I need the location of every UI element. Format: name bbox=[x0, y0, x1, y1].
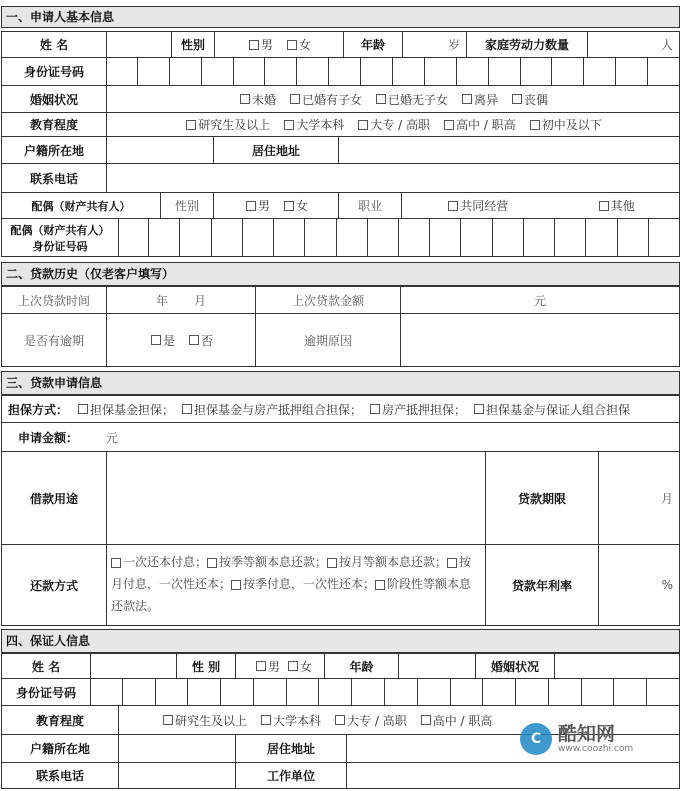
amount-unit: 元 bbox=[106, 430, 119, 445]
id-digit-box[interactable] bbox=[523, 218, 555, 257]
checkbox-repay-2[interactable] bbox=[327, 558, 337, 568]
g-education-label: 教育程度 bbox=[1, 705, 119, 735]
male-label: 男 bbox=[257, 199, 270, 213]
guarantee-option: 担保基金与保证人组合担保 bbox=[486, 402, 631, 417]
edu-option: 大专 / 高职 bbox=[370, 118, 430, 132]
education-label: 教育程度 bbox=[1, 112, 107, 137]
checkbox-marital-2[interactable] bbox=[376, 94, 386, 104]
marital-option: 离异 bbox=[474, 92, 499, 107]
id-digit-box[interactable] bbox=[392, 57, 425, 86]
guarantee-row bbox=[1, 395, 680, 423]
id-digit-box[interactable] bbox=[233, 57, 266, 86]
id-digit-box[interactable] bbox=[615, 57, 648, 86]
name-field[interactable] bbox=[106, 31, 172, 58]
yuan-unit: 元 bbox=[533, 293, 546, 308]
id-digit-box[interactable] bbox=[488, 57, 521, 86]
id-digit-box[interactable] bbox=[367, 218, 399, 257]
id-digit-box[interactable] bbox=[429, 218, 461, 257]
checkbox-male[interactable] bbox=[249, 40, 259, 50]
g-id-label: 身份证号码 bbox=[1, 678, 91, 706]
edu-option: 大专 / 高职 bbox=[347, 713, 407, 728]
id-digit-box[interactable] bbox=[585, 218, 617, 257]
term-unit: 月 bbox=[660, 491, 673, 506]
section-header-applicant: 一、申请人基本信息 bbox=[1, 6, 680, 28]
watermark-name: 酷知网 bbox=[558, 722, 616, 745]
age-label: 年龄 bbox=[343, 31, 403, 58]
id-digit-box[interactable] bbox=[328, 57, 361, 86]
id-digit-box[interactable] bbox=[515, 678, 549, 706]
id-digit-box[interactable] bbox=[548, 678, 582, 706]
rate-unit: % bbox=[661, 578, 673, 592]
id-digit-box[interactable] bbox=[647, 57, 680, 86]
last-loan-time-label: 上次贷款时间 bbox=[1, 286, 107, 314]
labor-field[interactable] bbox=[587, 31, 680, 58]
id-digit-box[interactable] bbox=[211, 218, 243, 257]
guarantee-option: 房产抵押担保； bbox=[382, 402, 467, 417]
section-header-loan: 三、贷款申请信息 bbox=[1, 371, 680, 395]
age-field[interactable] bbox=[402, 31, 467, 58]
checkbox-repay-5[interactable] bbox=[375, 580, 385, 590]
g-age-field[interactable] bbox=[398, 653, 476, 679]
g-phone-field[interactable] bbox=[118, 762, 236, 789]
checkbox-repay-0[interactable] bbox=[111, 558, 121, 568]
repay-option: 按季等额本息还款； bbox=[219, 555, 328, 569]
id-digit-box[interactable] bbox=[148, 218, 180, 257]
id-digit-box[interactable] bbox=[304, 218, 336, 257]
checkbox-guarantee-3[interactable] bbox=[474, 404, 484, 414]
edu-option: 高中 / 职高 bbox=[432, 713, 493, 728]
id-label: 身份证号码 bbox=[1, 57, 107, 86]
overdue-reason-label: 逾期原因 bbox=[255, 313, 401, 367]
id-digit-box[interactable] bbox=[360, 57, 393, 86]
spouse-label: 配偶（财产共有人） bbox=[1, 192, 161, 219]
id-digit-box[interactable] bbox=[417, 678, 451, 706]
marital-option: 丧偶 bbox=[524, 92, 549, 107]
checkbox-g-edu-3[interactable] bbox=[421, 715, 431, 725]
watermark-url: www.coozhi.com bbox=[558, 743, 634, 754]
checkbox-marital-0[interactable] bbox=[240, 94, 250, 104]
id-digit-box[interactable] bbox=[583, 57, 616, 86]
g-id-number-boxes[interactable] bbox=[90, 678, 680, 706]
spouse-id-label bbox=[1, 218, 119, 257]
checkbox-repay-1[interactable] bbox=[207, 558, 217, 568]
guarantee-label: 担保方式： bbox=[8, 402, 69, 417]
g-gender-label: 性 别 bbox=[176, 653, 236, 679]
purpose-label: 借款用途 bbox=[1, 451, 107, 545]
spouse-job-options bbox=[401, 192, 680, 219]
g-residence-label: 居住地址 bbox=[235, 734, 347, 763]
rate-label: 贷款年利率 bbox=[485, 544, 599, 626]
name-label: 姓 名 bbox=[1, 31, 107, 58]
repay-option: 按月等额本息还款； bbox=[339, 555, 448, 569]
male-label: 男 bbox=[267, 659, 280, 674]
id-digit-box[interactable] bbox=[118, 218, 149, 257]
checkbox-guarantee-1[interactable] bbox=[182, 404, 192, 414]
g-marital-field[interactable] bbox=[554, 653, 680, 679]
g-hukou-field[interactable] bbox=[118, 734, 236, 763]
checkbox-g-edu-1[interactable] bbox=[261, 715, 271, 725]
id-digit-box[interactable] bbox=[554, 218, 586, 257]
id-digit-box[interactable] bbox=[617, 218, 649, 257]
hukou-field[interactable] bbox=[106, 136, 214, 164]
hukou-label: 户籍所在地 bbox=[1, 136, 107, 164]
checkbox-job-1[interactable] bbox=[599, 201, 609, 211]
checkbox-overdue-yes[interactable] bbox=[151, 335, 161, 345]
marital-options bbox=[106, 85, 680, 113]
g-age-label: 年龄 bbox=[324, 653, 399, 679]
checkbox-edu-3[interactable] bbox=[444, 120, 454, 130]
id-digit-box[interactable] bbox=[122, 678, 156, 706]
checkbox-g-male[interactable] bbox=[256, 661, 266, 671]
id-digit-box[interactable] bbox=[460, 218, 492, 257]
id-digit-box[interactable] bbox=[137, 57, 170, 86]
purpose-field[interactable] bbox=[106, 451, 486, 545]
spouse-id-number-boxes[interactable] bbox=[118, 218, 680, 257]
last-loan-amount-label: 上次贷款金额 bbox=[255, 286, 401, 314]
labor-unit: 人 bbox=[660, 38, 673, 52]
female-label: 女 bbox=[300, 659, 313, 674]
amount-row[interactable] bbox=[1, 422, 680, 452]
section-header-history: 二、贷款历史（仅老客户填写） bbox=[1, 262, 680, 286]
g-hukou-label: 户籍所在地 bbox=[1, 734, 119, 763]
checkbox-edu-1[interactable] bbox=[284, 120, 294, 130]
month-unit: 月 bbox=[194, 293, 207, 308]
id-digit-box[interactable] bbox=[90, 678, 123, 706]
checkbox-marital-4[interactable] bbox=[512, 94, 522, 104]
section-header-guarantor: 四、保证人信息 bbox=[1, 629, 680, 653]
id-digit-box[interactable] bbox=[551, 57, 584, 86]
residence-label: 居住地址 bbox=[213, 136, 339, 164]
id-digit-box[interactable] bbox=[296, 57, 329, 86]
edu-option: 大学本科 bbox=[273, 713, 322, 728]
checkbox-g-edu-2[interactable] bbox=[335, 715, 345, 725]
edu-option: 大学本科 bbox=[296, 118, 345, 132]
checkbox-g-female[interactable] bbox=[288, 661, 298, 671]
female-label: 女 bbox=[299, 38, 312, 52]
job-option: 其他 bbox=[610, 199, 635, 213]
g-phone-label: 联系电话 bbox=[1, 762, 119, 789]
rate-field[interactable] bbox=[598, 544, 680, 626]
watermark bbox=[520, 718, 680, 760]
id-digit-box[interactable] bbox=[613, 678, 647, 706]
id-digit-box[interactable] bbox=[201, 57, 234, 86]
id-digit-box[interactable] bbox=[384, 678, 418, 706]
checkbox-marital-1[interactable] bbox=[290, 94, 300, 104]
id-digit-box[interactable] bbox=[351, 678, 385, 706]
checkbox-edu-2[interactable] bbox=[358, 120, 368, 130]
checkbox-edu-4[interactable] bbox=[530, 120, 540, 130]
checkbox-repay-3[interactable] bbox=[447, 558, 457, 568]
edu-option: 研究生及以上 bbox=[198, 118, 271, 132]
id-digit-box[interactable] bbox=[492, 218, 524, 257]
checkbox-repay-4[interactable] bbox=[231, 580, 241, 590]
id-number-boxes[interactable] bbox=[106, 57, 680, 86]
last-loan-amount-field[interactable] bbox=[400, 286, 680, 314]
g-gender-options bbox=[235, 653, 325, 679]
repay-option: 阶段性等额本息还款法。 bbox=[111, 577, 472, 613]
checkbox-guarantee-0[interactable] bbox=[78, 404, 88, 414]
term-field[interactable] bbox=[598, 451, 680, 545]
term-label: 贷款期限 bbox=[485, 451, 599, 545]
checkbox-spouse-female[interactable] bbox=[284, 201, 294, 211]
marital-label: 婚姻状况 bbox=[1, 85, 107, 113]
checkbox-spouse-male[interactable] bbox=[246, 201, 256, 211]
repay-option: 一次还本付息； bbox=[123, 555, 208, 569]
id-digit-box[interactable] bbox=[648, 218, 680, 257]
id-digit-box[interactable] bbox=[264, 57, 297, 86]
overdue-reason-field[interactable] bbox=[400, 313, 680, 367]
id-digit-box[interactable] bbox=[520, 57, 553, 86]
repay-option: 按月付息，一次性还本； bbox=[111, 555, 472, 591]
checkbox-job-0[interactable] bbox=[448, 201, 458, 211]
overdue-options bbox=[106, 313, 256, 367]
id-digit-box[interactable] bbox=[482, 678, 516, 706]
gender-label: 性别 bbox=[171, 31, 215, 58]
repay-option: 按季付息，一次性还本； bbox=[243, 577, 376, 591]
male-label: 男 bbox=[260, 38, 273, 52]
spouse-gender-label: 性别 bbox=[160, 192, 214, 219]
phone-field[interactable] bbox=[106, 163, 680, 193]
g-name-field[interactable] bbox=[90, 653, 177, 679]
id-digit-box[interactable] bbox=[450, 678, 484, 706]
id-digit-box[interactable] bbox=[581, 678, 615, 706]
guarantee-option: 担保基金与房产抵押组合担保； bbox=[194, 402, 363, 417]
marital-option: 已婚有子女 bbox=[301, 92, 362, 107]
checkbox-g-edu-0[interactable] bbox=[163, 715, 173, 725]
job-option: 共同经营 bbox=[460, 199, 509, 213]
yes-label: 是 bbox=[162, 333, 175, 348]
spouse-gender-options bbox=[213, 192, 339, 219]
female-label: 女 bbox=[296, 199, 309, 213]
phone-label: 联系电话 bbox=[1, 163, 107, 193]
residence-field[interactable] bbox=[338, 136, 680, 164]
id-digit-box[interactable] bbox=[398, 218, 430, 257]
overdue-label: 是否有逾期 bbox=[1, 313, 107, 367]
id-digit-box[interactable] bbox=[424, 57, 457, 86]
marital-option: 已婚无子女 bbox=[387, 92, 448, 107]
id-digit-box[interactable] bbox=[220, 678, 254, 706]
repay-label: 还款方式 bbox=[1, 544, 107, 626]
id-digit-box[interactable] bbox=[318, 678, 352, 706]
edu-option: 初中及以下 bbox=[541, 118, 602, 132]
edu-option: 研究生及以上 bbox=[175, 713, 248, 728]
amount-label: 申请金额： bbox=[18, 430, 79, 445]
id-digit-box[interactable] bbox=[155, 678, 189, 706]
marital-option: 未婚 bbox=[251, 92, 276, 107]
id-digit-box[interactable] bbox=[273, 218, 305, 257]
guarantee-option: 担保基金担保； bbox=[90, 402, 175, 417]
spouse-job-label: 职业 bbox=[338, 192, 402, 219]
checkbox-female[interactable] bbox=[287, 40, 297, 50]
year-unit: 年 bbox=[155, 293, 168, 308]
checkbox-marital-3[interactable] bbox=[462, 94, 472, 104]
edu-option: 高中 / 职高 bbox=[456, 118, 516, 132]
id-digit-box[interactable] bbox=[336, 218, 368, 257]
last-loan-time-field[interactable] bbox=[106, 286, 256, 314]
education-options bbox=[106, 112, 680, 137]
id-digit-box[interactable] bbox=[242, 218, 274, 257]
checkbox-edu-0[interactable] bbox=[186, 120, 196, 130]
no-label: 否 bbox=[201, 333, 214, 348]
id-digit-box[interactable] bbox=[187, 678, 221, 706]
gender-options bbox=[214, 31, 344, 58]
id-digit-box[interactable] bbox=[646, 678, 680, 706]
g-work-field[interactable] bbox=[346, 762, 680, 789]
id-digit-box[interactable] bbox=[169, 57, 202, 86]
id-digit-box[interactable] bbox=[179, 218, 211, 257]
g-work-label: 工作单位 bbox=[235, 762, 347, 789]
g-marital-label: 婚姻状况 bbox=[475, 653, 555, 679]
checkbox-guarantee-2[interactable] bbox=[370, 404, 380, 414]
g-name-label: 姓 名 bbox=[1, 653, 91, 679]
id-digit-box[interactable] bbox=[456, 57, 489, 86]
watermark-logo-icon: C bbox=[520, 723, 552, 755]
labor-label: 家庭劳动力数量 bbox=[466, 31, 588, 58]
id-digit-box[interactable] bbox=[286, 678, 320, 706]
checkbox-overdue-no[interactable] bbox=[189, 335, 199, 345]
age-unit: 岁 bbox=[447, 38, 460, 52]
id-digit-box[interactable] bbox=[253, 678, 287, 706]
spouse-id-label-line2: 身份证号码 bbox=[32, 239, 88, 253]
spouse-id-label-line1: 配偶（财产共有人） bbox=[10, 223, 110, 237]
repay-options bbox=[106, 544, 486, 626]
id-digit-box[interactable] bbox=[106, 57, 138, 86]
